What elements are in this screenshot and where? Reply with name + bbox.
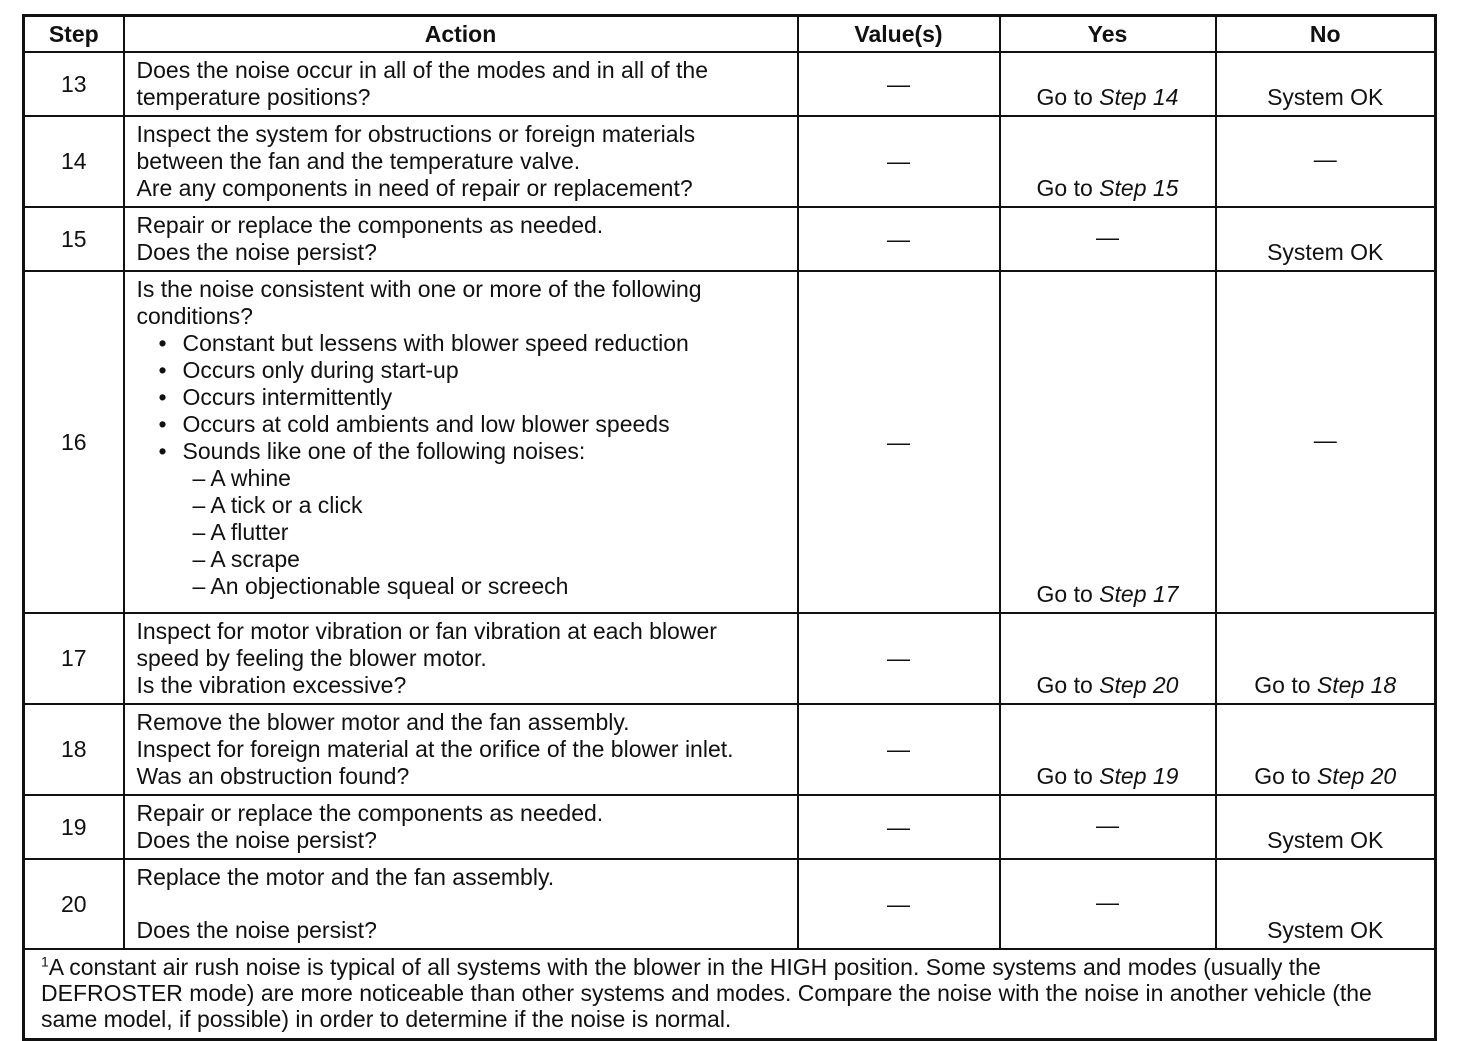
no-cell: System OK xyxy=(1216,795,1436,859)
value-cell: — xyxy=(798,52,1000,116)
action-question: Does the noise persist? xyxy=(136,917,377,943)
step-number: 15 xyxy=(24,207,124,271)
step-number: 18 xyxy=(24,704,124,795)
action-text: Inspect for foreign material at the orifice of the blower inlet. xyxy=(136,736,734,762)
step-reference: Step 14 xyxy=(1099,84,1179,110)
list-item: • Occurs at cold ambients and low blower speeds xyxy=(159,411,785,438)
action-question: Does the noise persist? xyxy=(136,239,377,265)
yes-cell: — xyxy=(1000,859,1216,949)
step-reference: Step 15 xyxy=(1099,175,1179,201)
no-cell: — xyxy=(1216,116,1436,207)
value-cell: — xyxy=(798,207,1000,271)
table-row xyxy=(24,52,1436,116)
list-item-text: Sounds like one of the following noises: xyxy=(182,438,586,464)
header-yes: Yes xyxy=(1000,16,1216,53)
table-row xyxy=(24,795,1436,859)
yes-cell: Go to Step 15 xyxy=(1000,116,1216,207)
table-header-row xyxy=(24,16,1436,53)
action-cell xyxy=(124,613,798,704)
yes-cell: Go to Step 17 xyxy=(1000,271,1216,613)
step-number: 14 xyxy=(24,116,124,207)
list-item: • Constant but lessens with blower speed reduction xyxy=(159,330,785,357)
footnote-text: A constant air rush noise is typical of all systems with the blower in the HIGH position. Some systems and modes (usually the DEFROSTER mode) are more noticeable than other systems and modes. Compare the noise with the noise in another vehicle (the same model, if possible) in order to determine if the noise is normal. xyxy=(41,954,1372,1032)
action-text: Replace the motor and the fan assembly. xyxy=(136,864,555,890)
action-cell xyxy=(124,859,798,949)
step-reference: Step 17 xyxy=(1099,581,1179,607)
header-step: Step xyxy=(24,16,124,53)
list-item: – An objectionable squeal or screech xyxy=(193,573,785,600)
action-text: Is the noise consistent with one or more of the following conditions? xyxy=(136,276,702,329)
yes-cell: — xyxy=(1000,207,1216,271)
list-item: – A flutter xyxy=(193,519,785,546)
value-cell: — xyxy=(798,613,1000,704)
value-cell: — xyxy=(798,795,1000,859)
table-row xyxy=(24,859,1436,949)
footnote-row xyxy=(24,949,1436,1040)
action-question: Was an obstruction found? xyxy=(136,763,410,789)
action-question: Are any components in need of repair or replacement? xyxy=(136,175,693,201)
yes-cell: Go to Step 19 xyxy=(1000,704,1216,795)
step-number: 20 xyxy=(24,859,124,949)
list-item: – A scrape xyxy=(193,546,785,573)
value-cell: — xyxy=(798,116,1000,207)
step-reference: Step 18 xyxy=(1316,672,1397,698)
header-action: Action xyxy=(124,16,798,53)
action-text: Remove the blower motor and the fan assembly. xyxy=(136,709,630,735)
value-cell: — xyxy=(798,859,1000,949)
action-cell xyxy=(124,704,798,795)
no-cell: Go to Step 18 xyxy=(1216,613,1436,704)
header-no: No xyxy=(1216,16,1436,53)
list-item: • Occurs only during start-up xyxy=(159,357,785,384)
diagnostic-table-document xyxy=(22,14,1434,1041)
action-text: Repair or replace the components as needed. xyxy=(136,800,604,826)
action-text: Inspect the system for obstructions or foreign materials between the fan and the temperature valve. xyxy=(136,121,696,174)
no-cell: System OK xyxy=(1216,52,1436,116)
no-cell: System OK xyxy=(1216,859,1436,949)
noise-list xyxy=(183,465,785,600)
list-item xyxy=(159,438,785,600)
condition-list xyxy=(137,330,785,600)
list-item: • Occurs intermittently xyxy=(159,384,785,411)
table-row xyxy=(24,116,1436,207)
list-item: – A whine xyxy=(193,465,785,492)
table-row xyxy=(24,207,1436,271)
action-text: Repair or replace the components as needed. xyxy=(136,212,604,238)
table-row xyxy=(24,613,1436,704)
footnote xyxy=(24,949,1436,1040)
value-cell: — xyxy=(798,271,1000,613)
no-cell: — xyxy=(1216,271,1436,613)
footnote-marker: 1 xyxy=(41,953,49,970)
action-cell xyxy=(124,271,798,613)
no-cell: System OK xyxy=(1216,207,1436,271)
step-number: 17 xyxy=(24,613,124,704)
step-number: 16 xyxy=(24,271,124,613)
action-text: Does the noise occur in all of the modes and in all of the temperature positions? xyxy=(136,57,709,110)
diagnostic-table xyxy=(22,14,1437,1041)
value-cell: — xyxy=(798,704,1000,795)
action-text: Inspect for motor vibration or fan vibration at each blower speed by feeling the blower motor. xyxy=(136,618,717,671)
action-cell xyxy=(124,207,798,271)
step-number: 19 xyxy=(24,795,124,859)
table-row xyxy=(24,271,1436,613)
step-reference: Step 20 xyxy=(1316,763,1397,789)
header-values: Value(s) xyxy=(798,16,1000,53)
step-reference: Step 20 xyxy=(1099,672,1179,698)
action-question: Does the noise persist? xyxy=(136,827,377,853)
action-cell xyxy=(124,52,798,116)
action-cell xyxy=(124,116,798,207)
yes-cell: Go to Step 14 xyxy=(1000,52,1216,116)
step-reference: Step 19 xyxy=(1099,763,1179,789)
action-question: Is the vibration excessive? xyxy=(136,672,407,698)
yes-cell: — xyxy=(1000,795,1216,859)
no-cell: Go to Step 20 xyxy=(1216,704,1436,795)
yes-cell: Go to Step 20 xyxy=(1000,613,1216,704)
list-item: – A tick or a click xyxy=(193,492,785,519)
step-number: 13 xyxy=(24,52,124,116)
table-row xyxy=(24,704,1436,795)
action-cell xyxy=(124,795,798,859)
